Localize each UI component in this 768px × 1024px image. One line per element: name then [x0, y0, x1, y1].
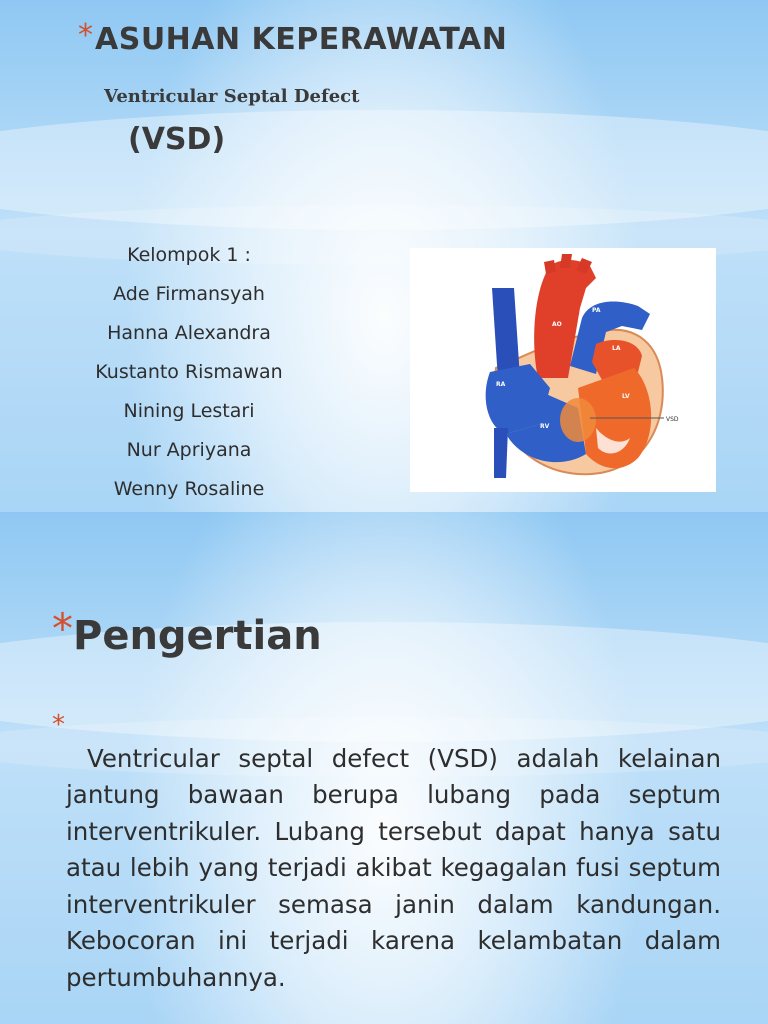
member-name: Nining Lestari	[123, 400, 255, 422]
heading-star-bullet: *	[52, 604, 73, 653]
slide-definition	[0, 512, 768, 1024]
group-label: Kelompok 1 :	[127, 244, 251, 266]
section-heading: Pengertian	[73, 613, 322, 659]
slide-subtitle: Ventricular Septal Defect	[104, 86, 360, 107]
diagram-label-ao: AO	[552, 321, 562, 328]
diagram-label-la: LA	[612, 345, 621, 352]
member-name: Nur Apriyana	[126, 439, 252, 461]
title-row	[78, 18, 508, 57]
paragraph-star-bullet: *	[52, 710, 65, 740]
heading-row	[52, 604, 322, 659]
definition-paragraph: Ventricular septal defect (VSD) adalah kelainan jantung bawaan berupa lubang pada septum interventrikuler. Lubang tersebut dapat hanya satu atau lebih yang terjadi akibat kegagalan fusi septum interventrikuler semasa janin dalam kandungan. Kebocoran ini terjadi karena kelambatan dalam pertumbuhannya.	[66, 743, 721, 992]
title-star-bullet: *	[78, 18, 93, 53]
diagram-label-lv: LV	[622, 393, 630, 400]
abbreviation: (VSD)	[128, 122, 226, 157]
group-members-list	[60, 240, 318, 512]
member-name: Wenny Rosaline	[113, 478, 265, 500]
member-name: Hanna Alexandra	[107, 322, 271, 344]
member-name: Kustanto Rismawan	[95, 361, 283, 383]
heart-vsd-diagram	[410, 248, 716, 492]
diagram-label-ra: RA	[496, 381, 506, 388]
diagram-label-rv: RV	[540, 423, 550, 430]
diagram-label-pa: PA	[592, 307, 601, 314]
slide-title-text: ASUHAN KEPERAWATAN	[95, 22, 508, 57]
member-name: Ade Firmansyah	[113, 283, 265, 305]
diagram-label-vsd: VSD	[666, 416, 679, 423]
